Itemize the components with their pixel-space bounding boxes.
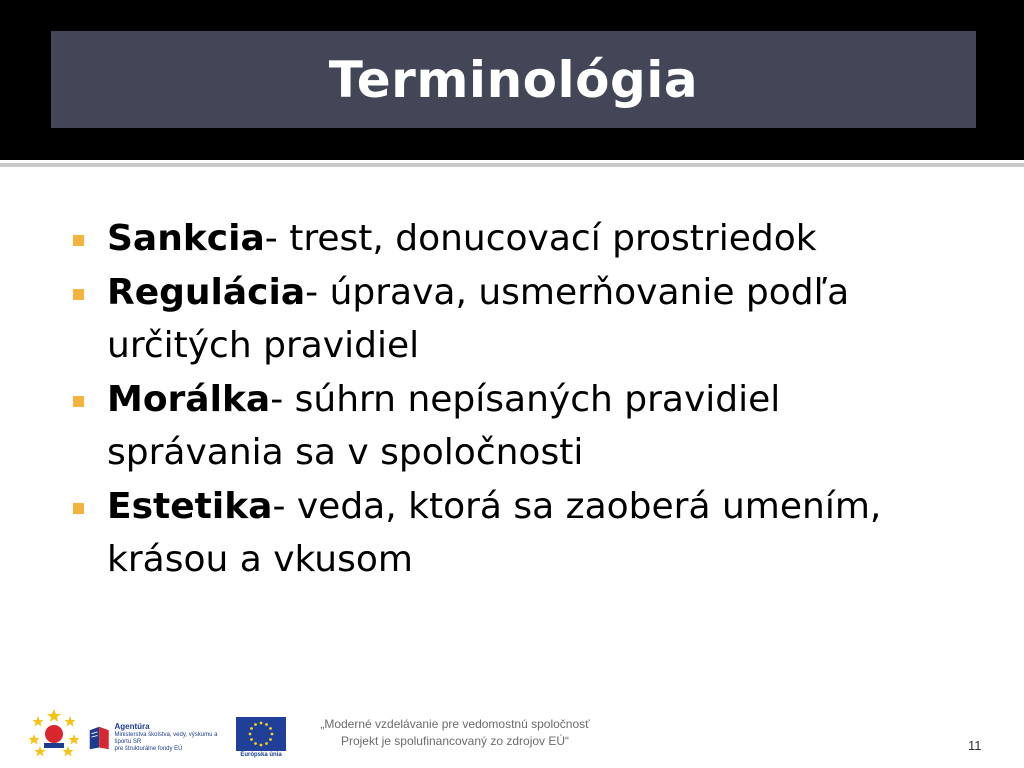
bullet-term: Estetika bbox=[107, 485, 273, 527]
footer-note bbox=[300, 716, 610, 750]
bullet-term: Morálka bbox=[107, 378, 271, 420]
bullet-square-icon bbox=[73, 289, 84, 300]
agency-line1: Ministerstva školstva, vedy, výskumu a športu SR bbox=[114, 732, 218, 745]
esf-program-logo bbox=[28, 706, 80, 758]
footer-logos bbox=[28, 706, 286, 758]
book-icon bbox=[88, 723, 110, 753]
footer-note-line1: „Moderné vzdelávanie pre vedomostnú spoločnosť bbox=[320, 717, 590, 731]
bullet-definition: - úprava, usmerňovanie podľa určitých pravidiel bbox=[107, 271, 850, 366]
title-box bbox=[51, 31, 976, 128]
bullet-term: Sankcia bbox=[107, 218, 265, 259]
bullet-definition: - veda, ktorá sa zaoberá umením, krásou a vkusom bbox=[107, 485, 882, 580]
agency-title: Agentúra bbox=[114, 722, 150, 731]
eu-caption: Európska únia bbox=[240, 752, 282, 758]
header-divider bbox=[0, 163, 1024, 167]
footer-note-line2: Projekt je spolufinancovaný zo zdrojov EÚ“ bbox=[340, 734, 570, 748]
slide-title: Terminológia bbox=[328, 50, 699, 109]
bullet-item bbox=[70, 266, 930, 373]
agency-logo bbox=[88, 718, 228, 758]
bullet-definition: - súhrn nepísaných pravidiel správania sa v spoločnosti bbox=[107, 378, 781, 473]
eu-logo bbox=[236, 717, 286, 758]
bullet-square-icon bbox=[73, 503, 84, 514]
star-circle-icon bbox=[28, 706, 80, 758]
bullet-item bbox=[70, 480, 930, 587]
slide-number: 11 bbox=[968, 738, 982, 753]
bullet-square-icon bbox=[73, 396, 84, 407]
bullet-item bbox=[70, 212, 930, 266]
eu-flag-icon bbox=[236, 717, 286, 751]
header-band bbox=[0, 0, 1024, 160]
bullet-square-icon bbox=[73, 235, 84, 246]
bullet-definition: - trest, donucovací prostriedok bbox=[264, 218, 817, 259]
bullet-item bbox=[70, 373, 930, 480]
bullet-term: Regulácia bbox=[107, 271, 306, 313]
agency-line2: pre štrukturálne fondy EÚ bbox=[114, 746, 183, 752]
bullet-list bbox=[70, 212, 930, 587]
